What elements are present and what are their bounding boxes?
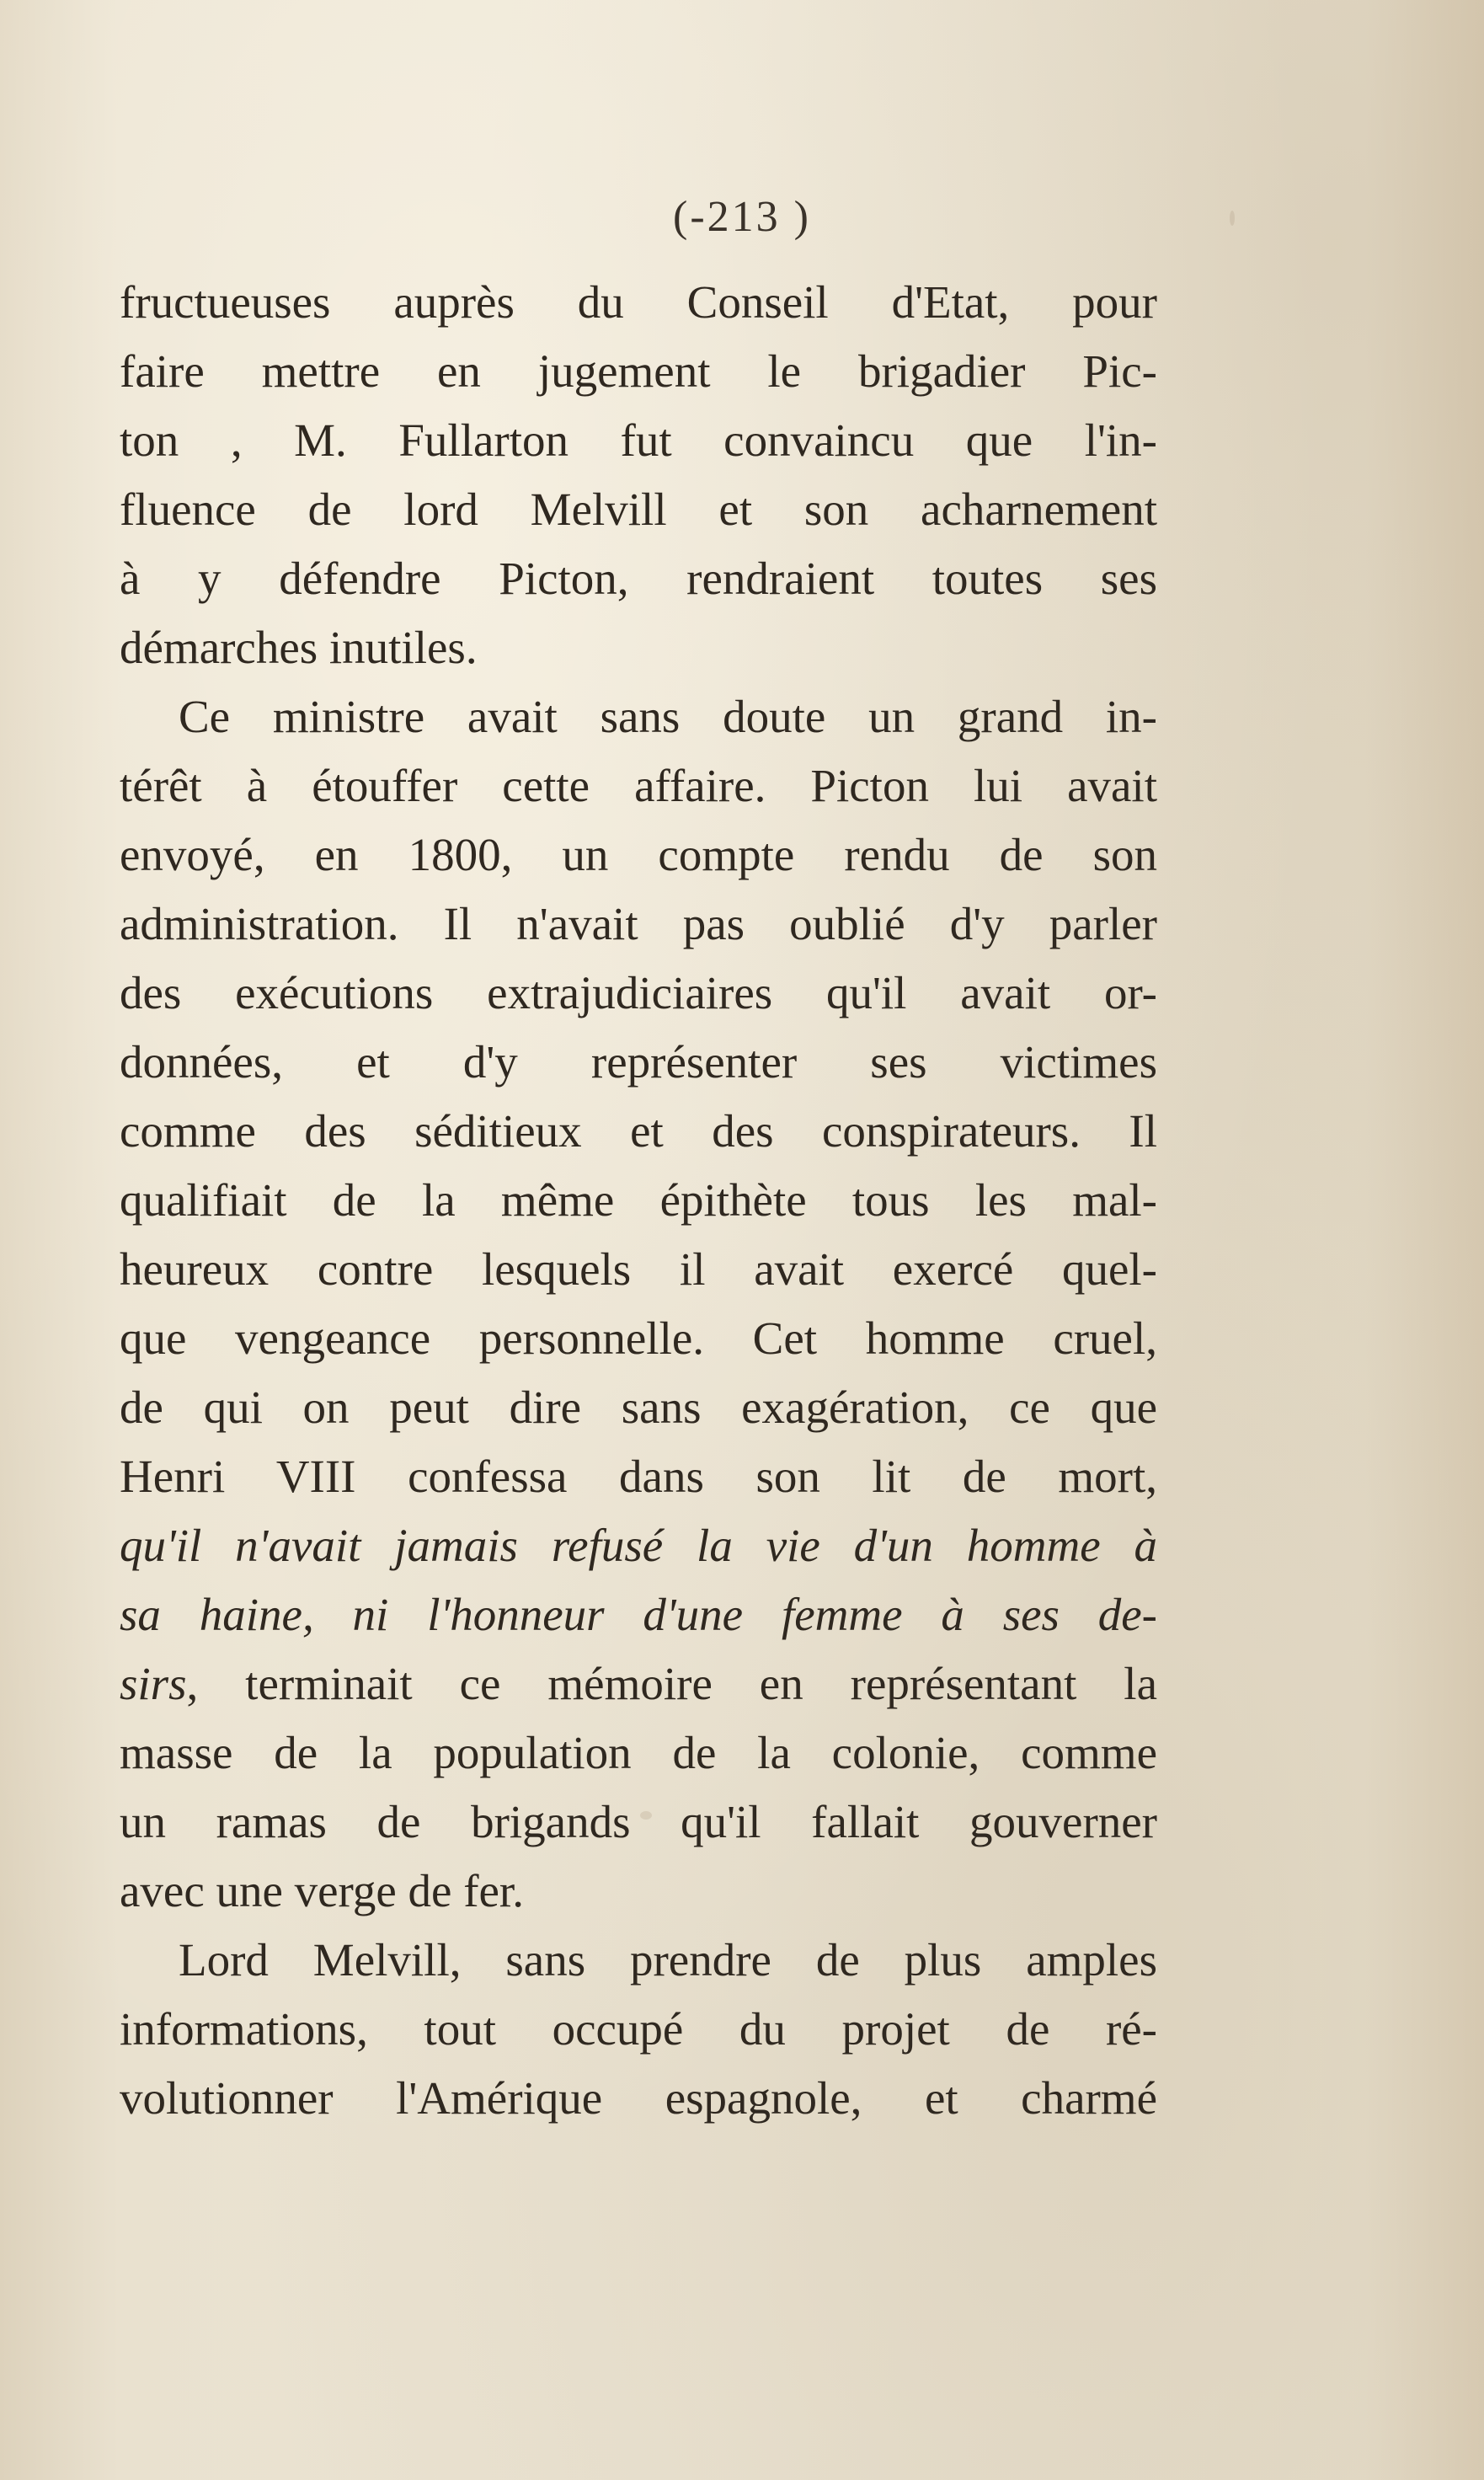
text-line: heureux contre lesquels il avait exercé quel- bbox=[120, 1243, 1157, 1295]
text-line: comme des séditieux et des conspirateurs. Il bbox=[120, 1105, 1157, 1157]
text-line: Ce ministre avait sans doute un grand in- bbox=[179, 691, 1157, 742]
text-line: térêt à étouffer cette affaire. Picton lui avait bbox=[120, 760, 1157, 811]
italic-quote-line bbox=[120, 1580, 1157, 1649]
paragraph-1 bbox=[120, 268, 1157, 682]
text-line: administration. Il n'avait pas oublié d'y parler bbox=[120, 898, 1157, 949]
paragraph-3 bbox=[120, 1926, 1157, 2133]
text-line: à y défendre Picton, rendraient toutes ses bbox=[120, 553, 1157, 604]
text-line: de qui on peut dire sans exagération, ce que bbox=[120, 1382, 1157, 1433]
text-line: envoyé, en 1800, un compte rendu de son bbox=[120, 829, 1157, 880]
text-line: fluence de lord Melvill et son acharnement bbox=[120, 484, 1157, 535]
text-line: que vengeance personnelle. Cet homme cruel, bbox=[120, 1312, 1157, 1364]
text-line bbox=[120, 1649, 1157, 1718]
text-line: volutionner l'Amérique espagnole, et charmé bbox=[120, 2072, 1157, 2124]
italic-quote: qu'il n'avait jamais refusé la vie d'un homme à bbox=[120, 1520, 1157, 1571]
text-line: fructueuses auprès du Conseil d'Etat, pour bbox=[120, 276, 1157, 328]
text-line: masse de la population de la colonie, comme bbox=[120, 1727, 1157, 1778]
text-line-rest: , terminait ce mémoire en représentant la bbox=[186, 1658, 1157, 1709]
text-line: des exécutions extrajudiciaires qu'il avait or- bbox=[120, 967, 1157, 1018]
text-line: Henri VIII confessa dans son lit de mort, bbox=[120, 1451, 1157, 1502]
text-line: ton , M. Fullarton fut convaincu que l'in- bbox=[120, 414, 1157, 466]
italic-quote-line bbox=[120, 1511, 1157, 1580]
text-line: Lord Melvill, sans prendre de plus amples bbox=[179, 1934, 1157, 1986]
body-text bbox=[120, 268, 1157, 2133]
paragraph-2 bbox=[120, 682, 1157, 1926]
text-line: faire mettre en jugement le brigadier Pic- bbox=[120, 345, 1157, 397]
text-line: démarches inutiles. bbox=[120, 622, 478, 673]
page-number: (-213 ) bbox=[673, 193, 811, 241]
text-line: un ramas de brigands qu'il fallait gouverner bbox=[120, 1796, 1157, 1847]
italic-quote: sa haine, ni l'honneur d'une femme à ses de- bbox=[120, 1589, 1157, 1640]
text-line: informations, tout occupé du projet de ré- bbox=[120, 2003, 1157, 2055]
text-line: avec une verge de fer. bbox=[120, 1865, 524, 1916]
italic-quote-end: sirs bbox=[120, 1658, 187, 1709]
text-line: données, et d'y représenter ses victimes bbox=[120, 1036, 1157, 1088]
text-line: qualifiait de la même épithète tous les mal- bbox=[120, 1174, 1157, 1226]
